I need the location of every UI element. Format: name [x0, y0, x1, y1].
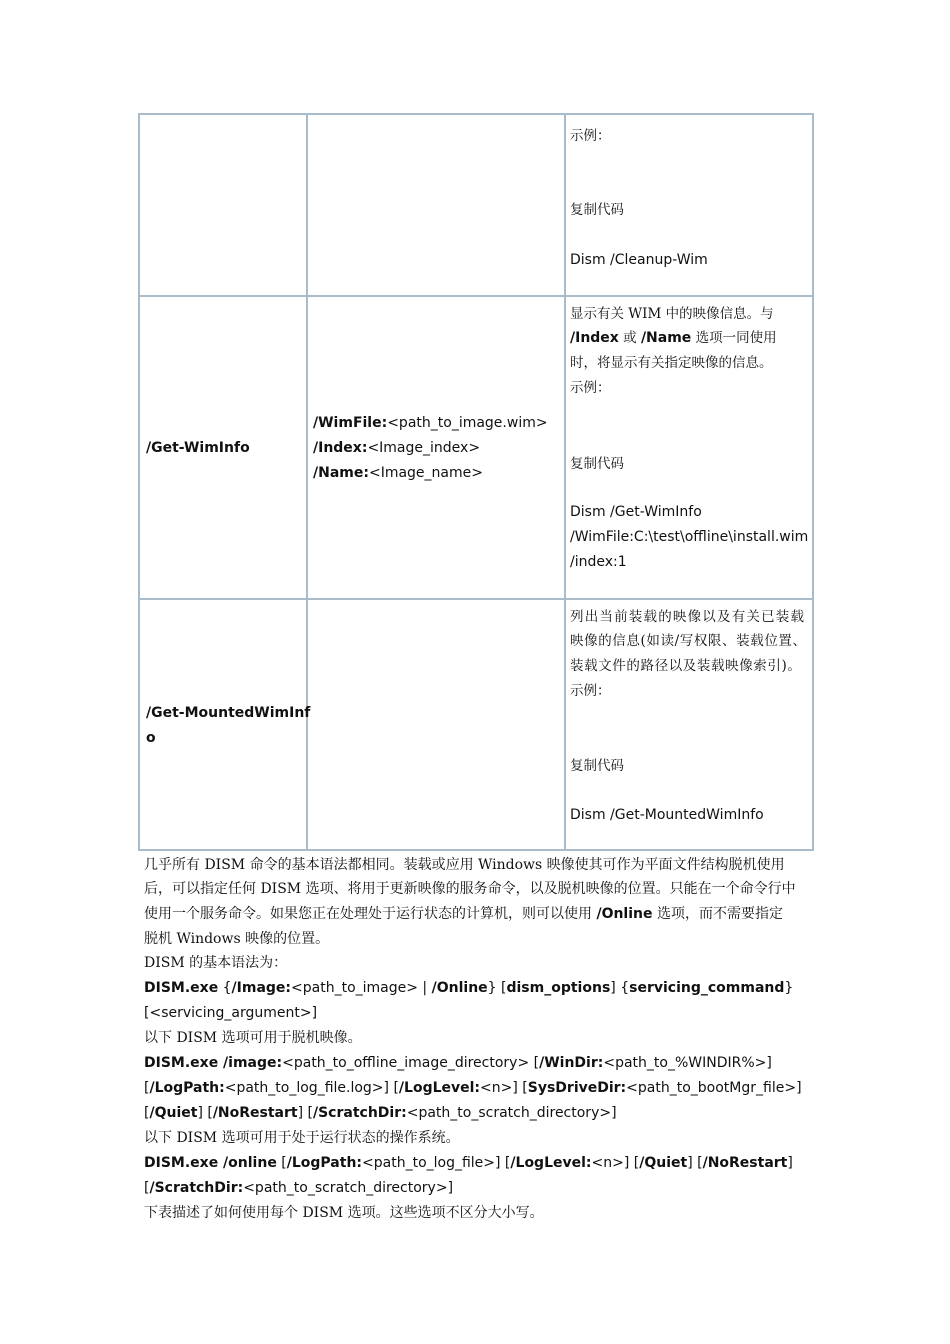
syntax-keyword: /NoRestart — [212, 1105, 298, 1121]
syntax-keyword: /LogLevel: — [398, 1080, 481, 1096]
paragraph-line: 后，可以指定任何 DISM 选项、将用于更新映像的服务命令，以及脱机映像的位置。只能在一个命令行中 — [144, 881, 796, 897]
copy-code-label: 复制代码 — [570, 456, 624, 472]
syntax-line — [144, 1176, 453, 1201]
syntax-text: ] — [787, 1155, 793, 1171]
syntax-text: <path_to_log_file.log>] [ — [224, 1080, 399, 1096]
row-divider — [140, 598, 812, 600]
syntax-keyword: /LogPath: — [149, 1080, 225, 1096]
syntax-intro: DISM 的基本语法为： — [144, 955, 288, 971]
syntax-text: [ — [276, 1155, 287, 1171]
syntax-keyword: SysDriveDir: — [527, 1080, 627, 1096]
syntax-line — [144, 1151, 793, 1176]
syntax-text: [<servicing_argument>] — [144, 1005, 318, 1021]
code-line: Dism /Cleanup-Wim — [570, 252, 708, 268]
copy-code-label: 复制代码 — [570, 758, 624, 774]
example-label: 示例： — [570, 683, 611, 699]
option-name: o — [146, 730, 156, 746]
syntax-keyword: /Quiet — [149, 1105, 198, 1121]
syntax-text: ] [ — [687, 1155, 703, 1171]
syntax-text: ] [ — [197, 1105, 213, 1121]
description-line: 映像的信息(如读/写权限、装载位置、 — [570, 633, 807, 649]
description-line: 装载文件的路径以及装载映像索引)。 — [570, 658, 802, 674]
description-line: /Index 或 /Name 选项一同使用 — [570, 330, 777, 346]
argument-line: /Index:<Image_index> — [313, 440, 481, 456]
syntax-text: <n>] [ — [591, 1155, 640, 1171]
syntax-keyword: /NoRestart — [702, 1155, 788, 1171]
syntax-text: ] { — [610, 980, 630, 996]
copy-code-label: 复制代码 — [570, 202, 624, 218]
code-line: /WimFile:C:\test\offline\install.wim — [570, 529, 809, 545]
argument-line: /Name:<Image_name> — [313, 465, 483, 481]
code-line: Dism /Get-WimInfo — [570, 504, 702, 520]
syntax-text: <n>] [ — [480, 1080, 528, 1096]
syntax-text: <path_to_image> | — [291, 980, 432, 996]
argument-line: /WimFile:<path_to_image.wim> — [313, 415, 548, 431]
syntax-line — [144, 1051, 772, 1076]
syntax-keyword: servicing_command — [629, 980, 785, 996]
syntax-text: [ — [144, 1105, 150, 1121]
syntax-text: } [ — [487, 980, 507, 996]
syntax-text: <path_to_bootMgr_file>] — [626, 1080, 802, 1096]
syntax-keyword: /Image: — [231, 980, 292, 996]
closing-line: 下表描述了如何使用每个 DISM 选项。这些选项不区分大小写。 — [144, 1205, 544, 1221]
paragraph-line: 使用一个服务命令。如果您正在处理处于运行状态的计算机，则可以使用 /Online 选项，而不需要指定 — [144, 906, 783, 922]
syntax-text: <path_to_log_file>] [ — [362, 1155, 511, 1171]
paragraph-line: 脱机 Windows 映像的位置。 — [144, 931, 330, 947]
description-line: 时，将显示有关指定映像的信息。 — [570, 355, 773, 371]
syntax-text: <path_to_offline_image_directory> [ — [282, 1055, 540, 1071]
syntax-text: [ — [144, 1180, 150, 1196]
description-line: 显示有关 WIM 中的映像信息。与 — [570, 306, 774, 322]
column-divider — [564, 115, 566, 849]
syntax-keyword: /Online — [431, 980, 488, 996]
offline-intro: 以下 DISM 选项可用于脱机映像。 — [144, 1030, 362, 1046]
code-line: Dism /Get-MountedWimInfo — [570, 807, 764, 823]
syntax-keyword: DISM.exe — [144, 980, 219, 996]
dism-options-table — [138, 113, 814, 851]
option-name: /Get-MountedWimInf — [146, 705, 311, 721]
syntax-keyword: dism_options — [506, 980, 611, 996]
description-line: 列出当前装载的映像以及有关已装载 — [570, 609, 806, 625]
syntax-text: <path_to_scratch_directory>] — [406, 1105, 617, 1121]
code-line: /index:1 — [570, 554, 627, 570]
example-label: 示例： — [570, 128, 611, 144]
syntax-line — [144, 976, 793, 1001]
syntax-text: <path_to_scratch_directory>] — [243, 1180, 454, 1196]
syntax-text: <path_to_%WINDIR%>] — [603, 1055, 772, 1071]
syntax-keyword: DISM.exe /online — [144, 1155, 277, 1171]
syntax-text: ] [ — [297, 1105, 313, 1121]
syntax-line — [144, 1076, 802, 1101]
syntax-keyword: DISM.exe /image: — [144, 1055, 283, 1071]
syntax-keyword: /ScratchDir: — [149, 1180, 244, 1196]
syntax-keyword: /WinDir: — [539, 1055, 604, 1071]
syntax-line — [144, 1001, 317, 1026]
syntax-text: [ — [144, 1080, 150, 1096]
syntax-keyword: /Quiet — [639, 1155, 688, 1171]
syntax-keyword: /LogPath: — [286, 1155, 363, 1171]
column-divider — [306, 115, 308, 849]
syntax-keyword: /ScratchDir: — [312, 1105, 407, 1121]
syntax-keyword: /LogLevel: — [510, 1155, 592, 1171]
paragraph-line: 几乎所有 DISM 命令的基本语法都相同。装载或应用 Windows 映像使其可作为平面文件结构脱机使用 — [144, 857, 785, 873]
option-name: /Get-WimInfo — [146, 440, 250, 456]
example-label: 示例： — [570, 380, 611, 396]
online-intro: 以下 DISM 选项可用于处于运行状态的操作系统。 — [144, 1130, 460, 1146]
syntax-line — [144, 1101, 617, 1126]
syntax-text: { — [218, 980, 232, 996]
syntax-text: } — [784, 980, 794, 996]
row-divider — [140, 295, 812, 297]
